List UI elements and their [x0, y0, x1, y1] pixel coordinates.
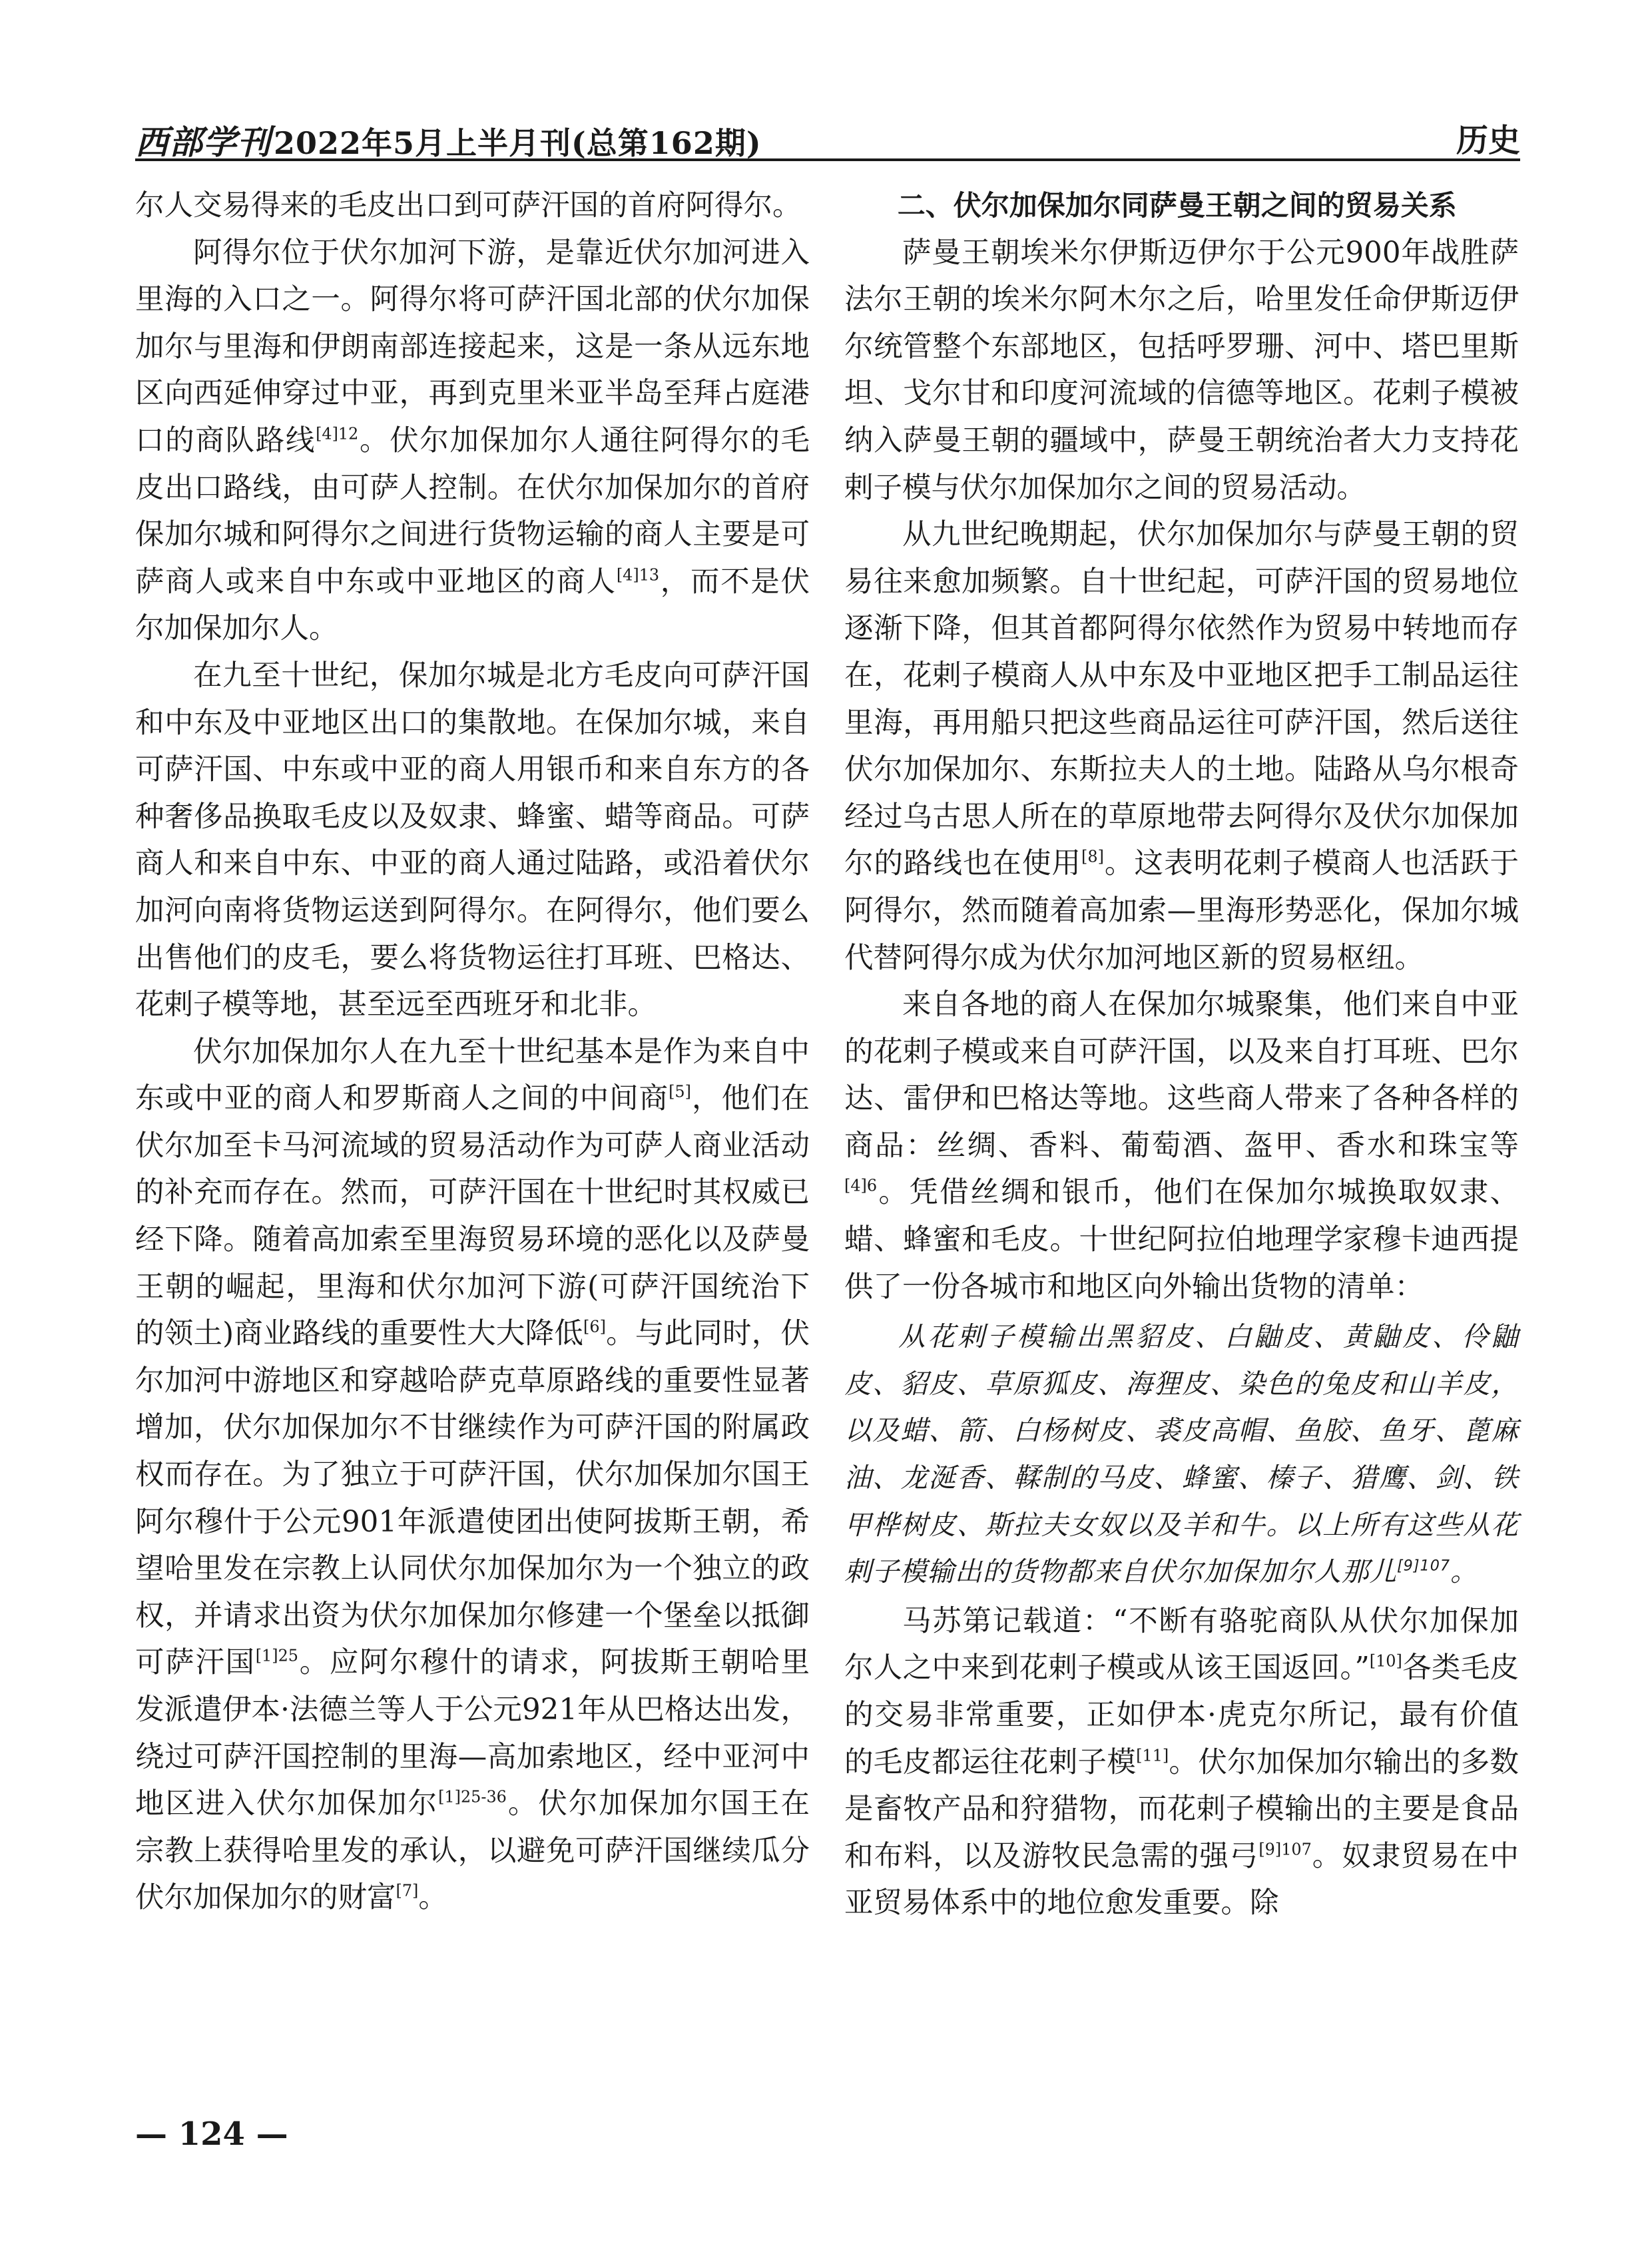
- paragraph: [135, 1029, 810, 1922]
- issue-info: 2022年5月上半月刊(总第162期): [274, 125, 762, 161]
- section-label: 历史: [1456, 122, 1520, 159]
- text-run: 从花剌子模输出黑貂皮、白鼬皮、黄鼬皮、伶鼬皮、貂皮、草原狐皮、海狸皮、染色的兔皮和山羊皮，以及蜡、箭、白杨树皮、裘皮高帽、鱼胶、鱼牙、蓖麻油、龙涎香、鞣制的马皮、蜂蜜、榛子、猎鹰、剑、铁甲桦树皮、斯拉夫女奴以及羊和牛。以上所有这些从花剌子模输出的货物都来自伏尔加保加尔人那儿: [844, 1320, 1519, 1588]
- text-run: 。奴隶贸易在中亚贸易体系中的地位愈发重要。除: [844, 1839, 1519, 1920]
- citation-superscript: [11]: [1136, 1745, 1169, 1765]
- citation-superscript: [1]25-36: [438, 1787, 507, 1807]
- right-column: [844, 182, 1519, 1927]
- text-run: 从九世纪晚期起，伏尔加保加尔与萨曼王朝的贸易往来愈加频繁。自十世纪起，可萨汗国的贸易地位逐渐下降，但其首都阿得尔依然作为贸易中转地而存在，花剌子模商人从中东及中亚地区把手工制品运往里海，再用船只把这些商品运往可萨汗国，然后送往伏尔加保加尔、东斯拉夫人的土地。陆路从乌尔根奇经过乌古思人所在的草原地带去阿得尔及伏尔加保加尔的路线也在使用: [844, 518, 1519, 881]
- text-run: 在九至十世纪，保加尔城是北方毛皮向可萨汗国和中东及中亚地区出口的集散地。在保加尔城，来自可萨汗国、中东或中亚的商人用银币和来自东方的各种奢侈品换取毛皮以及奴隶、蜂蜜、蜡等商品。可萨商人和来自中东、中亚的商人通过陆路，或沿着伏尔加河向南将货物运送到阿得尔。在阿得尔，他们要么出售他们的皮毛，要么将货物运往打耳班、巴格达、花剌子模等地，甚至远至西班牙和北非。: [135, 659, 810, 1022]
- citation-superscript: [8]: [1081, 847, 1104, 866]
- running-header: [135, 112, 1520, 161]
- text-run: 。这表明花剌子模商人也活跃于阿得尔，然而随着高加索—里海形势恶化，保加尔城代替阿得尔成为伏尔加河地区新的贸易枢纽。: [844, 847, 1519, 975]
- text-run: 阿得尔位于伏尔加河下游，是靠近伏尔加河进入里海的入口之一。阿得尔将可萨汗国北部的伏尔加保加尔与里海和伊朗南部连接起来，这是一条从远东地区向西延伸穿过中亚，再到克里米亚半岛至拜占庭港口的商队路线: [135, 236, 810, 457]
- text-run: 马苏第记载道：“不断有骆驼商队从伏尔加保加尔人之中来到花剌子模或从该王国返回。”: [844, 1604, 1519, 1685]
- journal-logo: 西部学刊: [135, 123, 271, 162]
- text-run: ，而不是伏尔加保加尔人。: [135, 565, 810, 646]
- paragraph: [844, 981, 1519, 1310]
- section-heading: [844, 182, 1519, 230]
- text-run: 来自各地的商人在保加尔城聚集，他们来自中亚的花剌子模或来自可萨汗国，以及来自打耳班、巴尔达、雷伊和巴格达等地。这些商人带来了各种各样的商品：丝绸、香料、葡萄酒、盔甲、香水和珠宝等: [844, 988, 1519, 1163]
- header-left: [135, 116, 762, 164]
- citation-superscript: [9]107: [1397, 1557, 1451, 1575]
- paragraph: [135, 653, 810, 1029]
- paragraph: [844, 1598, 1519, 1927]
- text-run: 。: [1450, 1555, 1478, 1588]
- citation-superscript: [1]25: [255, 1646, 299, 1665]
- text-run: 。凭借丝绸和银币，他们在保加尔城换取奴隶、蜡、蜂蜜和毛皮。十世纪阿拉伯地理学家穆卡迪西提供了一份各城市和地区向外输出货物的清单：: [844, 1176, 1519, 1304]
- citation-superscript: [4]13: [616, 565, 660, 585]
- text-run: 。应阿尔穆什的请求，阿拔斯王朝哈里发派遣伊本·法德兰等人于公元921年从巴格达出发，绕过可萨汗国控制的里海—高加索地区，经中亚河中地区进入伏尔加保加尔: [135, 1646, 810, 1821]
- citation-superscript: [6]: [583, 1317, 606, 1336]
- citation-superscript: [4]6: [844, 1176, 878, 1195]
- paragraph: [844, 511, 1519, 981]
- text-run: 二、伏尔加保加尔同萨曼王朝之间的贸易关系: [897, 189, 1457, 222]
- text-run: 萨曼王朝埃米尔伊斯迈伊尔于公元900年战胜萨法尔王朝的埃米尔阿木尔之后，哈里发任命伊斯迈伊尔统管整个东部地区，包括呼罗珊、河中、塔巴里斯坦、戈尔甘和印度河流域的信德等地区。花剌子模被纳入萨曼王朝的疆域中，萨曼王朝统治者大力支持花剌子模与伏尔加保加尔之间的贸易活动。: [844, 236, 1519, 505]
- citation-superscript: [10]: [1369, 1651, 1402, 1671]
- paragraph: [135, 230, 810, 653]
- paragraph: [135, 182, 810, 230]
- text-run: 。与此同时，伏尔加河中游地区和穿越哈萨克草原路线的重要性显著增加，伏尔加保加尔不甘继续作为可萨汗国的附属政权而存在。为了独立于可萨汗国，伏尔加保加尔国王阿尔穆什于公元901年派遣使团出使阿拔斯王朝，希望哈里发在宗教上认同伏尔加保加尔为一个独立的政权，并请求出资为伏尔加保加尔修建一个堡垒以抵御可萨汗国: [135, 1317, 810, 1680]
- text-run: 。伏尔加保加尔人通往阿得尔的毛皮出口路线，由可萨人控制。在伏尔加保加尔的首府保加尔城和阿得尔之间进行货物运输的商人主要是可萨商人或来自中东或中亚地区的商人: [135, 423, 810, 599]
- text-run: 尔人交易得来的毛皮出口到可萨汗国的首府阿得尔。: [135, 189, 802, 222]
- block-quote: [844, 1310, 1519, 1598]
- text-run: 。伏尔加保加尔国王在宗教上获得哈里发的承认，以避免可萨汗国继续瓜分伏尔加保加尔的财富: [135, 1787, 810, 1915]
- text-run: ，他们在伏尔加至卡马河流域的贸易活动作为可萨人商业活动的补充而存在。然而，可萨汗国在十世纪时其权威已经下降。随着高加索至里海贸易环境的恶化以及萨曼王朝的崛起，里海和伏尔加河下游(可萨汗国统治下的领土)商业路线的重要性大大降低: [135, 1082, 810, 1351]
- citation-superscript: [4]12: [316, 424, 359, 443]
- text-run: 各类毛皮的交易非常重要，正如伊本·虎克尔所记，最有价值的毛皮都运往花剌子模: [844, 1651, 1519, 1779]
- text-run: 。伏尔加保加尔输出的多数是畜牧产品和狩猎物，而花剌子模输出的主要是食品和布料，以及游牧民急需的强弓: [844, 1745, 1519, 1873]
- citation-superscript: [7]: [396, 1881, 419, 1900]
- left-column: [135, 182, 810, 1922]
- citation-superscript: [5]: [669, 1082, 691, 1101]
- text-run: 。: [418, 1881, 447, 1915]
- text-run: 伏尔加保加尔人在九至十世纪基本是作为来自中东或中亚的商人和罗斯商人之间的中间商: [135, 1035, 810, 1116]
- citation-superscript: [9]107: [1258, 1840, 1312, 1859]
- paragraph: [844, 230, 1519, 512]
- page-number: — 124 —: [135, 2115, 288, 2153]
